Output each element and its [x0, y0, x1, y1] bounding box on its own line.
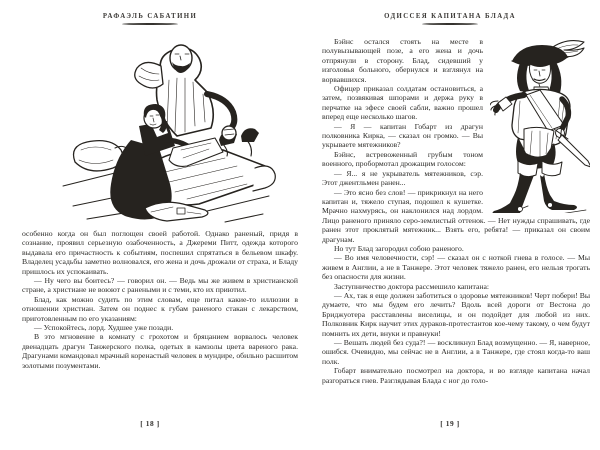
- paragraph: — Успокойтесь, лорд. Худшее уже позади.: [34, 323, 174, 333]
- paragraph: Офицер приказал солдатам остановиться, а затем, позвякивая шпорами и держа руку в перчатке на эфесе своей сабли, важно прошел вперед еще несколько шагов.: [322, 84, 483, 122]
- paragraph: Заступничество доктора рассмешило капитана:: [334, 281, 490, 291]
- left-page-body: [22, 229, 298, 370]
- paragraph: — Я... я не укрыватель мятежников, сэр. Этот джентльмен ранен...: [322, 168, 483, 188]
- paragraph: Блад, как можно судить по этим словам, еще питал какие-то иллюзии в отношении христиан. Затем он поднес к губам раненого стакан с лекарством, приготовленным по его указаниям:: [22, 294, 298, 323]
- running-head-right: [300, 13, 600, 25]
- paragraph: Бэйнс, встревоженный грубым тоном военного, пробормотал дрожащим голосом:: [322, 149, 483, 169]
- paragraph: — Вешать людей без суда?! — воскликнул Блад возмущенно. — Я, наверное, ошибся. Очевидно, мы сейчас не в Англии, а в Танжере, где стоял когда-то ваш полк.: [322, 338, 590, 366]
- paragraph: Но тут Блад загородил собою раненого.: [334, 243, 464, 253]
- paragraph: — Ах, так я еще должен заботиться о здоровье мятежников! Черт побери! Вы думаете, что мы будем его лечить? Вдоль всей дороги от Вестона до Бриджуотера расставлены виселицы, и он подойдет для любой из них. Полковник Кирк научит этих дураков-протестантов кое-чему такому, о чем будут помнить их дети, внуки и правнуки!: [322, 290, 590, 338]
- wounded-lord-drawing-icon: [57, 36, 281, 228]
- header-rule-left: [122, 23, 178, 25]
- cavalier-officer-drawing-icon: [490, 37, 590, 213]
- running-head-left-text: РАФАЭЛЬ САБАТИНИ: [102, 13, 198, 20]
- paragraph: Гобарт внимательно посмотрел на доктора, и во взгляде капитана начал разгораться гнев. Разглядывая Блада с ног до голо-: [322, 366, 590, 385]
- header-rule-right: [422, 23, 478, 25]
- paragraph: Бэйнс остался стоять на месте в полувызывающей позе, а его жена и дочь отпрянули в сторону. Блад, сидевший у изголовья больного, обернулся и взглянул на ворвавшихся.: [322, 37, 483, 84]
- paragraph: — Это ясно без слов! — прикрикнул на него капитан и, тяжело ступая, подошел к кушетке. Мрачно нахмурясь, он наклонился над лордом. Лицо раненого приняло серо-землистый оттенок. — Нет нужды спрашивать, где ранен этот проклятый мятежник... Взять его, ребята! — приказал он своим драгунам.: [322, 187, 590, 244]
- running-head-left: [0, 13, 300, 25]
- page-number-left: [ 18 ]: [140, 419, 160, 428]
- paragraph: — Ну чего вы боитесь? — говорил он. — Ведь мы же живем в христианской стране, а христиане не воюют с ранеными и с теми, кто их приютил.: [22, 276, 298, 295]
- paragraph: — Во имя человечности, сэр! — сказал он с ноткой гнева в голосе. — Мы живем в Англии, а не в Танжере. Этот человек тяжело ранен, его нельзя трогать без опасности для жизни.: [322, 253, 590, 282]
- paragraph: особенно когда он был поглощен своей работой. Однако раненый, придя в сознание, проявил серьезную озабоченность, а Джереми Питт, одежда которого выдавала его причастность к событиям, поспешил спрятаться в бельевом шкафу. Владелец усадьбы заметно волновался, его жена и дочь дрожали от страха, и Бладу пришлось их успокаивать.: [22, 229, 298, 276]
- running-head-right-text: ОДИССЕЯ КАПИТАНА БЛАДА: [384, 13, 516, 20]
- illustration-captain-hobart: [490, 37, 590, 205]
- page-number-right: [ 19 ]: [440, 419, 460, 428]
- right-page-body: [322, 37, 590, 385]
- paragraph: В это мгновение в комнату с грохотом и бряцанием ворвалось человек двенадцать драгун Танжерского полка, одетых в камзолы цвета вареного рака. Драгунами командовал мрачный коренастый человек в мундире, обильно расшитом золотыми позументами.: [22, 332, 298, 370]
- paragraph: — Я — капитан Гобарт из драгун полковника Кирка, — сказал он громко. — Вы укрываете мятежников?: [322, 121, 483, 150]
- page-right: [300, 0, 600, 450]
- illustration-wounded-lord-scene: [57, 36, 281, 228]
